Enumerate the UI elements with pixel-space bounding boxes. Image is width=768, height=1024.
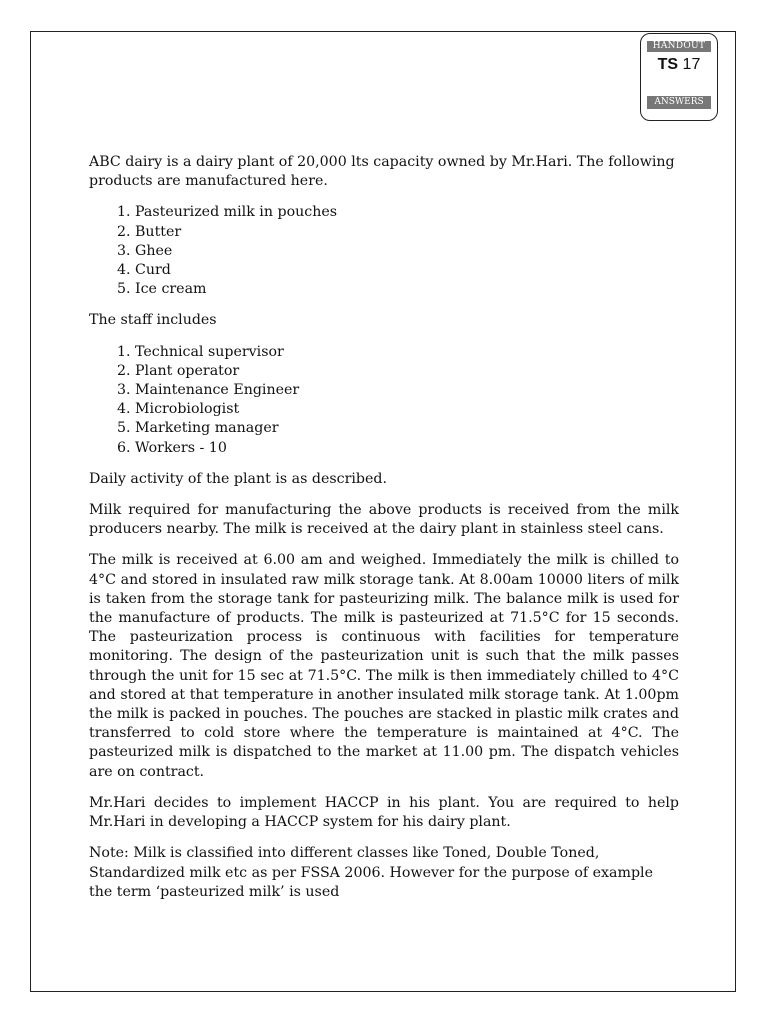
badge-code-number: 17 (682, 56, 701, 73)
list-item: 4. Curd (135, 261, 679, 280)
products-list (89, 203, 679, 299)
badge-handout-label: HANDOUT (647, 41, 711, 52)
list-item: 5. Ice cream (135, 280, 679, 299)
staff-list (89, 343, 679, 458)
list-item: 2. Butter (135, 223, 679, 242)
list-item: 6. Workers - 10 (135, 439, 679, 458)
badge-code (641, 56, 717, 74)
milk-source-paragraph: Milk required for manufacturing the above products is received from the milk producers nearby. The milk is received at the dairy plant in stainless steel cans. (89, 502, 679, 538)
list-item: 3. Ghee (135, 242, 679, 261)
note-paragraph: Note: Milk is classified into different classes like Toned, Double Toned, Standardized milk etc as per FSSA 2006. However for the purpose of example the term ‘pasteurized milk’ is used (89, 845, 653, 900)
handout-badge (640, 33, 718, 121)
staff-heading: The staff includes (89, 312, 217, 329)
haccp-paragraph: Mr.Hari decides to implement HACCP in his plant. You are required to help Mr.Hari in developing a HACCP system for his dairy plant. (89, 794, 679, 831)
activity-heading: Daily activity of the plant is as described. (89, 470, 387, 487)
list-item: 1. Technical supervisor (135, 343, 679, 362)
list-item: 5. Marketing manager (135, 419, 679, 438)
list-item: 1. Pasteurized milk in pouches (135, 203, 679, 222)
badge-code-prefix: TS (657, 56, 679, 73)
list-item: 2. Plant operator (135, 362, 679, 381)
intro-paragraph: ABC dairy is a dairy plant of 20,000 lts capacity owned by Mr.Hari. The following products are manufactured here. (89, 154, 675, 190)
list-item: 4. Microbiologist (135, 400, 679, 419)
list-item: 3. Maintenance Engineer (135, 381, 679, 400)
badge-answers-label: ANSWERS (647, 96, 711, 109)
process-paragraph: The milk is received at 6.00 am and weighed. Immediately the milk is chilled to 4°C and stored in insulated raw milk storage tank. At 8.00am 10000 liters of milk is taken from the storage tank for pasteurizing milk. The balance milk is used for the manufacture of products. The milk is pasteurized at 71.5°C for 15 seconds. The pasteurization process is continuous with facilities for temperature monitoring. The design of the pasteurization unit is such that the milk passes through the unit for 15 sec at 71.5°C. The milk is then immediately chilled to 4°C and stored at that temperature in another insulated milk storage tank. At 1.00pm the milk is packed in pouches. The pouches are stacked in plastic milk crates and transferred to cold store where the temperature is maintained at 4°C. The pasteurized milk is dispatched to the market at 11.00 pm. The dispatch vehicles are on contract. (89, 552, 679, 780)
document-body (89, 153, 679, 914)
